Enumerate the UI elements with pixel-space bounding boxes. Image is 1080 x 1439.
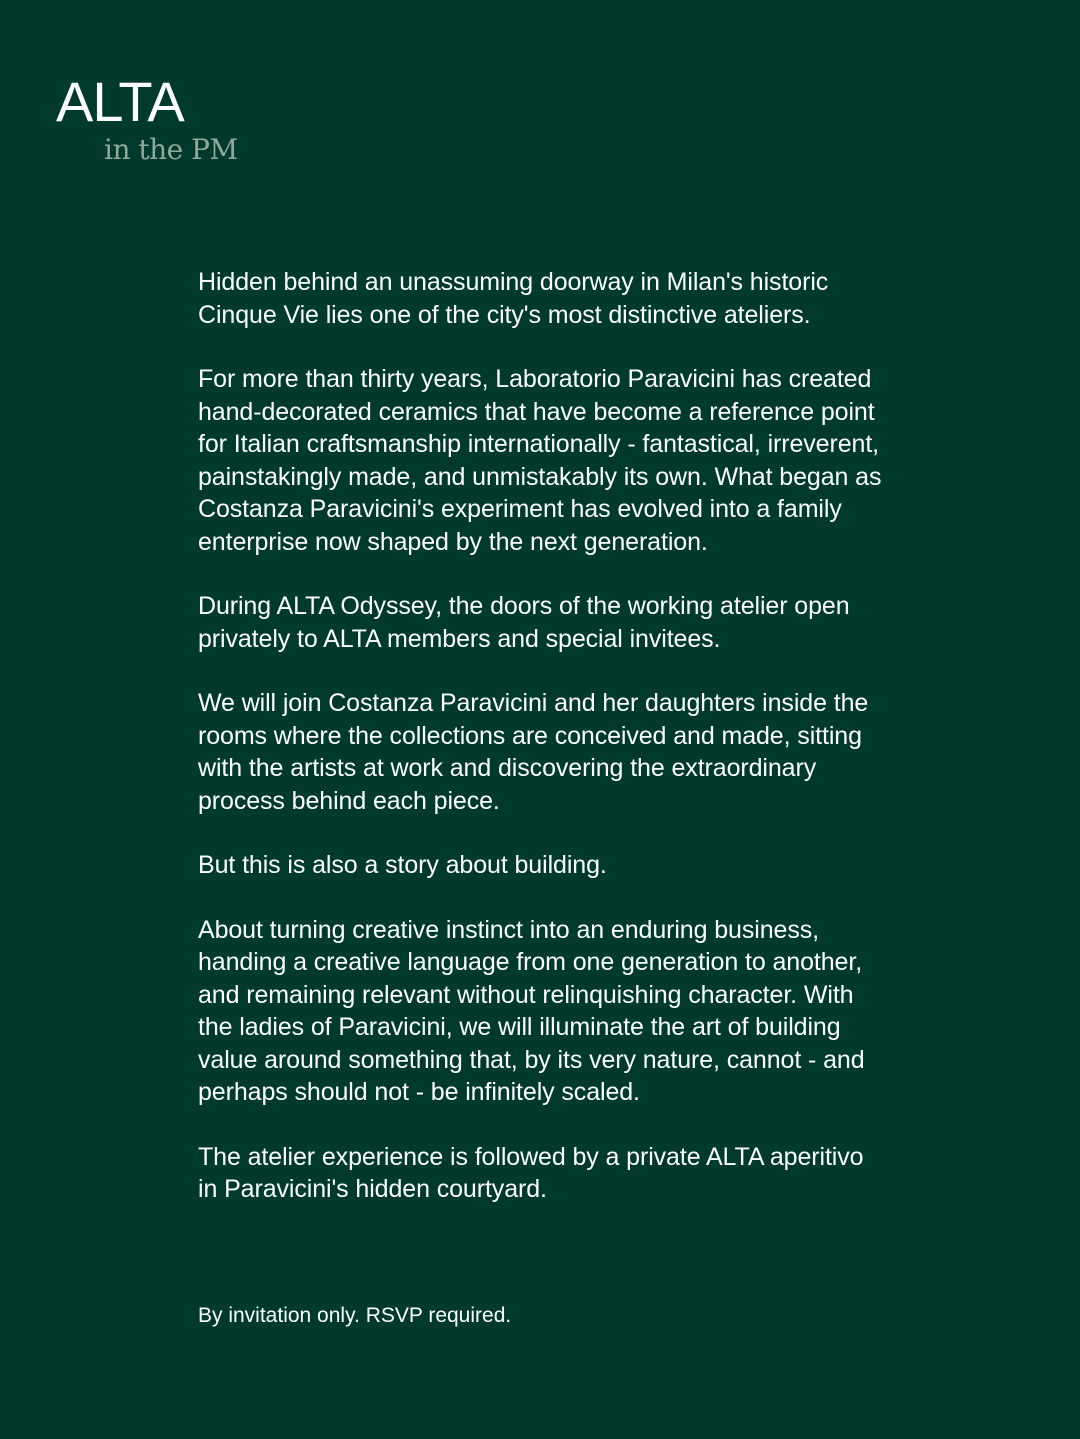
paragraph-intro: Hidden behind an unassuming doorway in Milan's historic Cinque Vie lies one of the city's most distinctive ateliers. xyxy=(198,268,829,329)
logo-wordmark: ALTA xyxy=(56,70,184,133)
brand-logo xyxy=(56,70,238,166)
paragraph-history: For more than thirty years, Laboratorio Paravicini has created hand-decorated ceramics that have become a reference point for Italian craftsmanship internationally - fantastical, irreverent, painstakingly made, and unmistakably its own. What began as Costanza Paravicini's experiment has evolved into a family enterprise now shaped by the next generation. xyxy=(198,365,882,556)
logo-subtitle: in the PM xyxy=(104,133,238,166)
paragraph-building: But this is also a story about building. xyxy=(198,851,607,879)
rsvp-note: By invitation only. RSVP required. xyxy=(198,1304,512,1327)
paragraph-odyssey: During ALTA Odyssey, the doors of the working atelier open privately to ALTA members and special invitees. xyxy=(198,592,850,653)
invitation-body xyxy=(198,266,958,1238)
paragraph-aperitivo: The atelier experience is followed by a private ALTA aperitivo in Paravicini's hidden courtyard. xyxy=(198,1142,864,1203)
paragraph-visit: We will join Costanza Paravicini and her daughters inside the rooms where the collections are conceived and made, sitting with the artists at work and discovering the extraordinary process behind each piece. xyxy=(198,689,869,815)
paragraph-business: About turning creative instinct into an enduring business, handing a creative language from one generation to another, and remaining relevant without relinquishing character. With the ladies of Paravicini, we will illuminate the art of building value around something that, by its very nature, cannot - and perhaps should not - be infinitely scaled. xyxy=(198,915,865,1106)
